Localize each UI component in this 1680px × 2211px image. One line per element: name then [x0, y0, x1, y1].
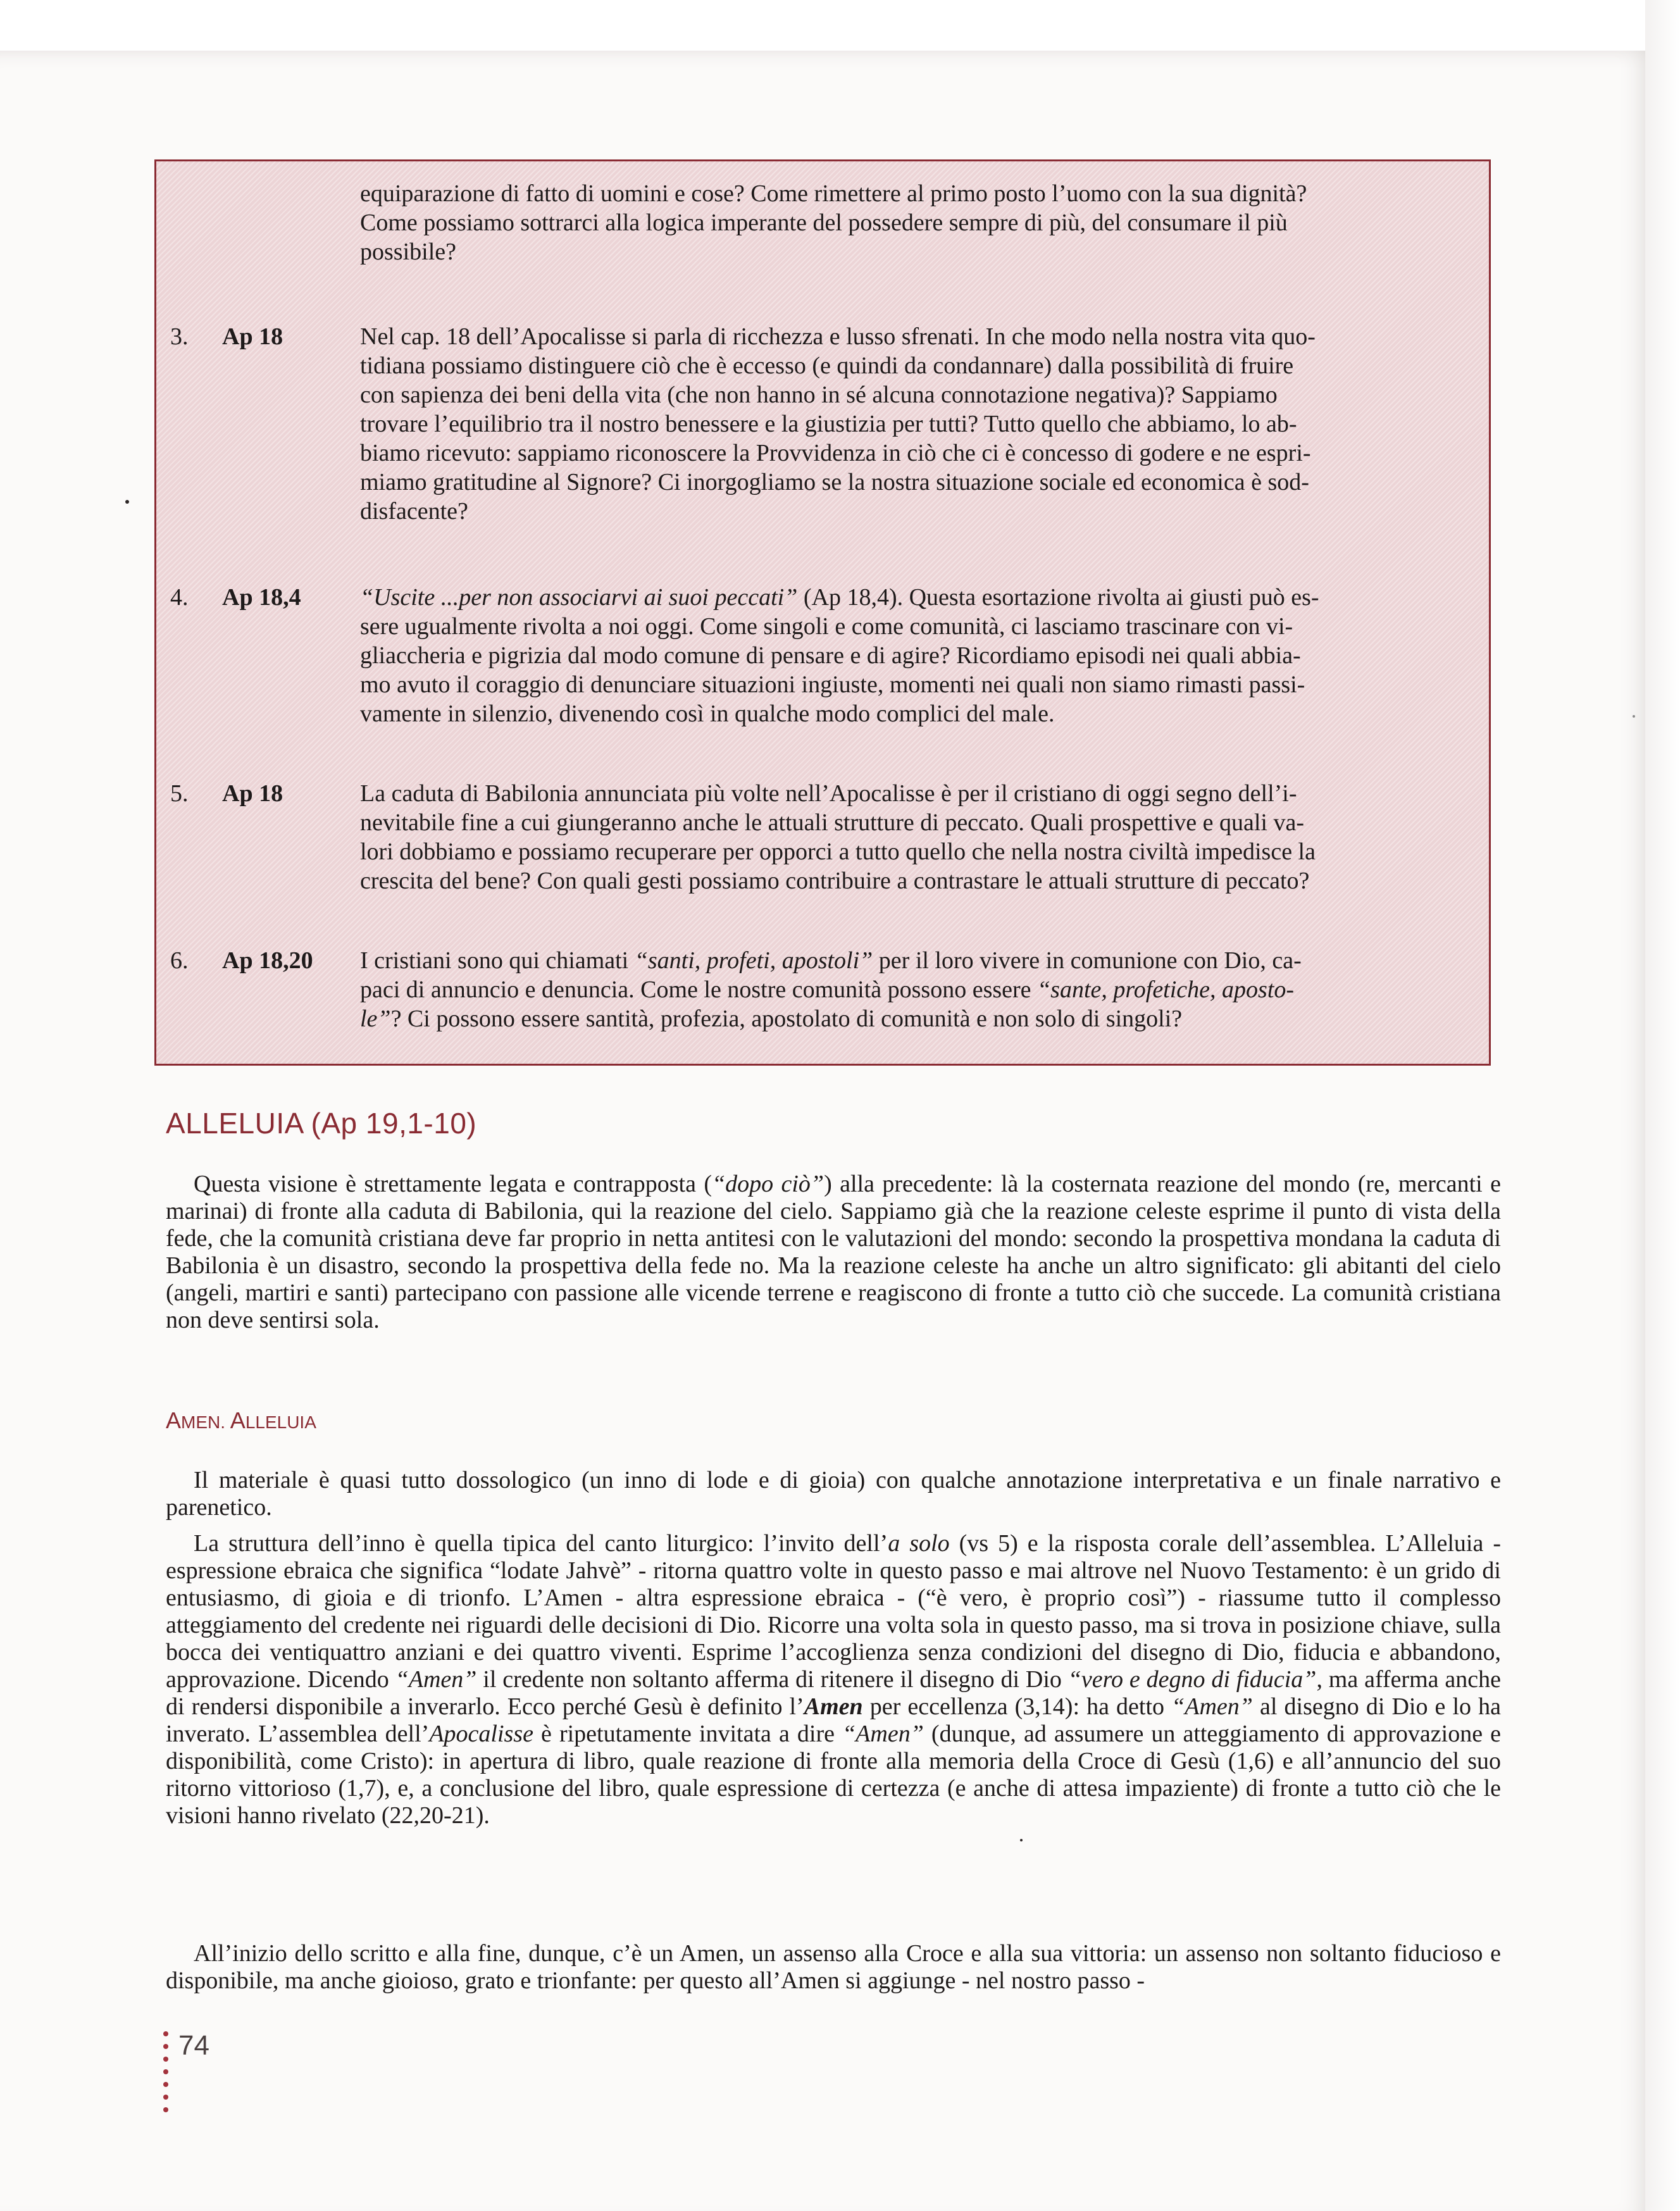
text-part: (dunque, ad assumere un atteggiamento di approvazione e disponibilità, come Cristo): in apertura di libro, quale reazione di fronte alla memoria della Croce di Gesù (1,6) e all’annuncio del suo ritorno vittorioso (1,7), e, a conclusione del libro, quale espressione di certezza (e anche di attesa impaziente) di fronte a tutto ciò che le visioni hanno rivelato (22,20-21). — [166, 1721, 1502, 1829]
text-line: miamo gratitudine al Signore? Ci inorgogliamo se la nostra situazione sociale ed economica è sod- — [360, 469, 1309, 495]
heading-cap: A — [166, 1407, 182, 1433]
text-line: lori dobbiamo e possiamo recuperare per opporci a tutto quello che nella nostra civiltà impedisce la — [360, 838, 1316, 865]
question-text — [360, 322, 1480, 526]
text-part: ) alla precedente: là la costernata reazione del mondo (re, mercanti e marinai) di fronte alla caduta di Babilonia, qui la reazione del cielo. Sappiamo già che la reazione celeste esprime il punto di vista della fede, che la comunità cristiana deve far proprio in netta antitesi con le valutazioni del mondo: secondo la prospettiva mondana la caduta di Babilonia è un disastro, secondo la prospettiva della fede no. Ma la reazione celeste ha anche un altro significato: gli abitanti del cielo (angeli, martiri e santi) partecipano con passione alle vicende terrene e reagiscono di fronte a tutto ciò che succede. La comunità cristiana non deve sentirsi sola. — [166, 1171, 1501, 1333]
text-line: gliaccheria e pigrizia dal modo comune di pensare e di agire? Ricordiamo episodi nei quali abbia- — [360, 642, 1301, 669]
text-line: vamente in silenzio, divenendo così in qualche modo complici del male. — [360, 701, 1055, 727]
heading-cap: A — [230, 1407, 246, 1433]
subsection-heading — [166, 1407, 316, 1434]
text-line — [360, 1004, 1480, 1033]
text-line: mo avuto il coraggio di denunciare situazioni ingiuste, momenti nei quali non siamo rimasti passi- — [360, 671, 1305, 698]
body-paragraph: Il materiale è quasi tutto dossologico (un inno di lode e di gioia) con qualche annotazione interpretativa e un finale narrativo e parenetico. — [166, 1467, 1501, 1521]
bible-reference: Ap 18 — [222, 780, 283, 807]
text-line — [360, 975, 1480, 1004]
page-number: 74 — [178, 2030, 209, 2061]
text-part: ? Ci possono essere santità, profezia, apostolato di comunità e non solo di singoli? — [390, 1006, 1183, 1032]
dot — [163, 2057, 168, 2062]
question-text — [360, 946, 1480, 1033]
quote: le” — [360, 1006, 391, 1032]
text-line: trovare l’equilibrio tra il nostro benessere e la giustizia per tutti? Tutto quello che abbiamo, lo ab- — [360, 411, 1297, 437]
text-part: per eccellenza (3,14): ha detto — [862, 1693, 1172, 1720]
discussion-questions-box — [154, 159, 1491, 1066]
text-part: al disegno di Dio e lo ha inverato. L’assemblea dell’ — [166, 1693, 1502, 1747]
text-line: biamo ricevuto: sappiamo riconoscere la Provvidenza in ciò che ci è concesso di godere e ne espri- — [360, 440, 1311, 466]
question-number: 6. — [170, 947, 189, 974]
bible-reference: Ap 18 — [222, 323, 283, 350]
heading-smallcaps: LLELUIA — [245, 1412, 316, 1432]
text-part: il credente non soltanto afferma di ritenere il disegno di Dio — [476, 1666, 1068, 1693]
text-line: disfacente? — [360, 498, 468, 525]
section-heading: ALLELUIA (Ap 19,1-10) — [166, 1107, 477, 1140]
text-part: (vs 5) e la risposta corale dell’assemblea. L’Alleluia - espressione ebraica che significa “lodate Jahvè” - ritorna quattro volte in questo passo e mai altrove nel Nuovo Testamento: è un grido di entusiasmo, di gioia e di trionfo. L’Amen - altra espressione ebraica - (“è vero, è proprio così”) - riassume tutto il complesso atteggiamento del credente nei riguardi delle decisioni di Dio. Ricorre una volta sola in questo passo, ma si trova in posizione chiave, sulla bocca dei ventiquattro anziani e dei quattro viventi. Esprime l’accoglienza senza condizioni del disegno di Dio, fiducia e abbandono, approvazione. Dicendo — [166, 1530, 1501, 1693]
body-paragraph — [166, 1171, 1501, 1334]
italic-term: a solo — [888, 1530, 950, 1557]
quote: “santi, profeti, apostoli” — [634, 947, 873, 974]
question-text — [360, 583, 1480, 728]
quote: “Uscite ...per non associarvi ai suoi peccati” — [360, 584, 798, 611]
bible-reference: Ap 18,4 — [222, 584, 301, 611]
italic-term: “vero e degno di fiducia” — [1067, 1666, 1317, 1693]
quote: “dopo ciò” — [711, 1171, 824, 1197]
text-part: I cristiani sono qui chiamati — [360, 947, 635, 974]
text-part: , ma afferma anche di rendersi disponibile a inverarlo. Ecco perché Gesù è definito l’ — [166, 1666, 1501, 1720]
text-line: equiparazione di fatto di uomini e cose? Come rimettere al primo posto l’uomo con la sua dignità? — [360, 180, 1307, 207]
text-line: sere ugualmente rivolta a noi oggi. Come singoli e come comunità, ci lasciamo trascinare con vi- — [360, 613, 1293, 640]
quote: “sante, profetiche, aposto- — [1037, 976, 1295, 1003]
text-line: possibile? — [360, 239, 456, 265]
text-line — [360, 583, 1480, 612]
text-line: Nel cap. 18 dell’Apocalisse si parla di ricchezza e lusso sfrenati. In che modo nella nostra vita quo- — [360, 323, 1316, 350]
body-paragraph — [166, 1530, 1501, 1829]
dot — [163, 2107, 168, 2112]
text-part: paci di annuncio e denuncia. Come le nostre comunità possono essere — [360, 976, 1038, 1003]
speck — [1020, 1839, 1023, 1841]
text-line: con sapienza dei beni della vita (che non hanno in sé alcuna connotazione negativa)? Sappiamo — [360, 382, 1278, 408]
text-line: nevitabile fine a cui giungeranno anche le attuali strutture di peccato. Quali prospettive e quali va- — [360, 809, 1304, 836]
text-line: Come possiamo sottrarci alla logica imperante del possedere sempre di più, del consumare il più — [360, 209, 1288, 236]
italic-term: Apocalisse — [429, 1721, 533, 1747]
italic-term: “Amen” — [395, 1666, 477, 1693]
question-number: 4. — [170, 584, 189, 611]
italic-term: “Amen” — [842, 1721, 924, 1747]
bold-term: Amen — [804, 1693, 863, 1720]
page-dots-decoration — [163, 2031, 171, 2120]
italic-term: “Amen” — [1171, 1693, 1253, 1720]
dot — [163, 2031, 168, 2036]
question-text — [360, 779, 1480, 895]
dot — [163, 2082, 168, 2087]
text-part: per il loro vivere in comunione con Dio, ca- — [873, 947, 1302, 974]
text-line — [360, 946, 1480, 975]
body-paragraph: All’inizio dello scritto e alla fine, dunque, c’è un Amen, un assenso alla Croce e alla sua vittoria: un assenso non soltanto fiducioso e disponibile, ma anche gioioso, grato e trionfante: per questo all’Amen si aggiunge - nel nostro passo - — [166, 1940, 1501, 1994]
text-line: tidiana possiamo distinguere ciò che è eccesso (e quindi da condannare) dalla possibilità di fruire — [360, 352, 1294, 379]
text-part: è ripetutamente invitata a dire — [533, 1721, 843, 1747]
question-number: 5. — [170, 780, 189, 807]
speck — [1633, 715, 1635, 718]
dot — [163, 2069, 168, 2074]
text-part: La struttura dell’inno è quella tipica del canto liturgico: l’invito dell’ — [194, 1530, 888, 1557]
text-line: La caduta di Babilonia annunciata più volte nell’Apocalisse è per il cristiano di oggi segno dell’i- — [360, 780, 1297, 807]
question-text — [360, 179, 1480, 266]
text-part: Questa visione è strettamente legata e contrapposta ( — [194, 1171, 712, 1197]
dot — [163, 2095, 168, 2100]
text-line: crescita del bene? Con quali gesti possiamo contribuire a contrastare le attuali strutture di peccato? — [360, 868, 1310, 894]
text-line-rest: (Ap 18,4). Questa esortazione rivolta ai giusti può es- — [797, 584, 1319, 611]
scan-edge — [1645, 0, 1680, 2211]
speck — [125, 500, 129, 504]
question-number: 3. — [170, 323, 189, 350]
bible-reference: Ap 18,20 — [222, 947, 313, 974]
heading-smallcaps: MEN. — [181, 1412, 230, 1432]
dot — [163, 2044, 168, 2049]
